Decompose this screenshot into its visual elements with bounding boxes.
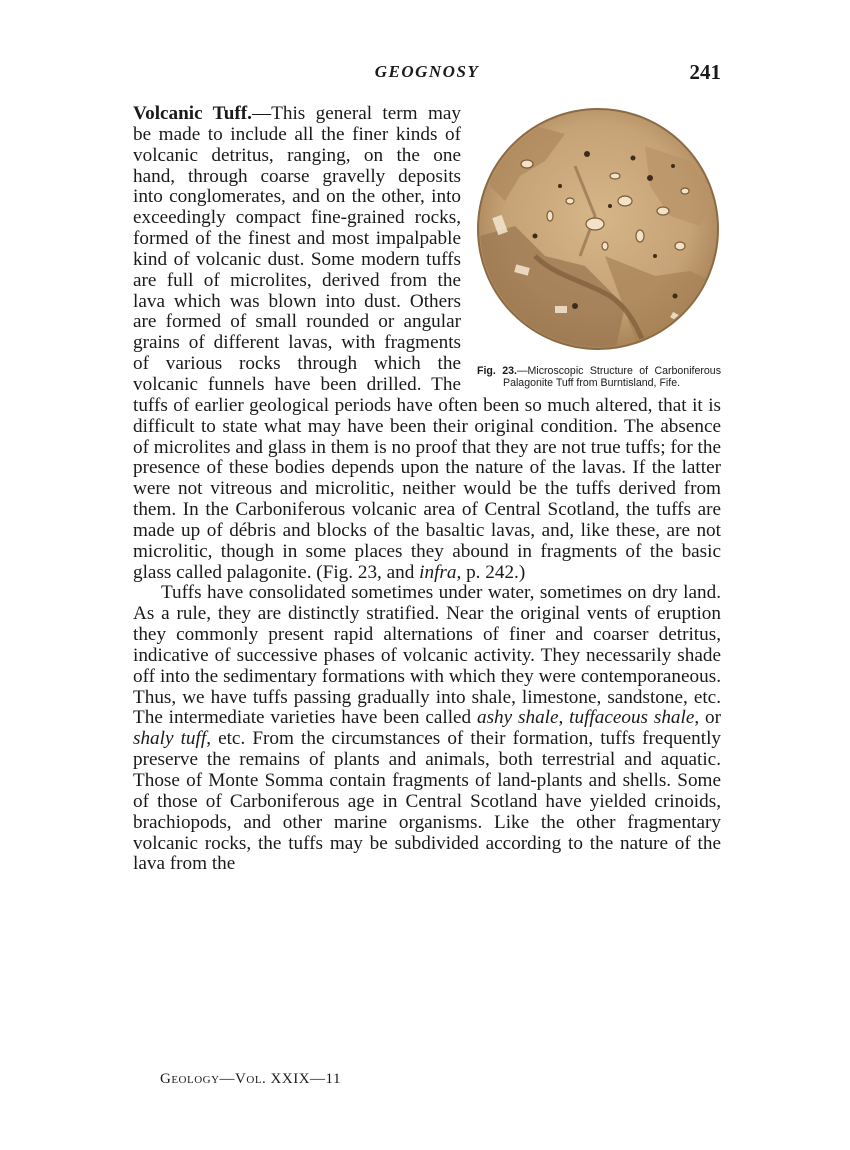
- figure-label: Fig. 23.: [477, 365, 517, 377]
- paragraph-text: —This general term may be made to include all the finer kinds of volcanic detritus, ranging, on the one hand, through coarse gravelly deposits into conglomerates, and on the other, into exceedingly compact fine-grained rocks, formed of the finest and most impalpable kind of volcanic dust. Some modern tuffs are full of microlites, derived from the lava which was blown into dust. Others are formed of small rounded or angular grains of different lavas, with fragments of various rocks through which the volcanic funnels have been drilled. The tuffs of earlier geological periods have often been so much altered, that it is difficult to state what may have been their original condition. The absence of microlites and glass in them is no proof that they are not true tuffs; for the presence of these bodies depends upon the nature of the lavas. If the latter were not vitreous and microlitic, neither would be the tuffs derived from them. In the Carboniferous volcanic area of Central Scotland, the tuffs are made up of débris and blocks of the basaltic lavas, and, like these, are not microlitic, though in some places they abound in fragments of the basic glass called palagonite. (Fig. 23, and: [133, 103, 721, 583]
- running-title: GEOGNOSY: [374, 62, 480, 81]
- figure-caption: [475, 366, 721, 389]
- term-shaly-tuff: shaly tuff: [133, 728, 207, 750]
- term-tuffaceous-shale: tuffaceous shale: [569, 707, 695, 729]
- separator-text: ,: [558, 707, 570, 729]
- paragraph-text-end: , etc. From the circumstances of their formation, tuffs frequently preserve the remains of plants and animals, both terrestrial and aquatic. Those of Monte Somma contain fragments of land-plants and shells. Some of those of Carboniferous age in Central Scotland have yielded crinoids, brachiopods, and other marine organisms. Like the other fragmentary volcanic rocks, the tuffs may be subdivided according to the nature of the lava from the: [133, 728, 721, 875]
- microscope-section-illustration: [475, 106, 721, 352]
- figure-23: [475, 106, 721, 389]
- page-number: 241: [689, 60, 721, 84]
- paragraph-text: Tuffs have consolidated sometimes under water, sometimes on dry land. As a rule, they are distinctly stratified. Near the original vents of eruption they commonly present rapid alternations of finer and coarser detritus, indicative of successive phases of volcanic activity. They necessarily shade off into the sedimentary formations with which they were contemporaneous. Thus, we have tuffs passing gradually into shale, limestone, sandstone, etc. The intermediate varieties have been called: [133, 582, 721, 729]
- emphasis-infra: infra: [419, 561, 457, 583]
- section-term: Volcanic Tuff.: [133, 103, 252, 124]
- body-text: [133, 104, 721, 875]
- separator-text: , or: [694, 707, 721, 729]
- running-header: [133, 62, 721, 88]
- paragraph-text-end: , p. 242.): [456, 561, 526, 583]
- term-ashy-shale: ashy shale: [477, 707, 559, 729]
- paragraph-tuff-consolidation: [133, 583, 721, 875]
- printer-signature: Geology—Vol. XXIX—11: [160, 1071, 341, 1087]
- figure-caption-text: —Microscopic Structure of Carboniferous Palagonite Tuff from Burntisland, Fife.: [503, 365, 721, 389]
